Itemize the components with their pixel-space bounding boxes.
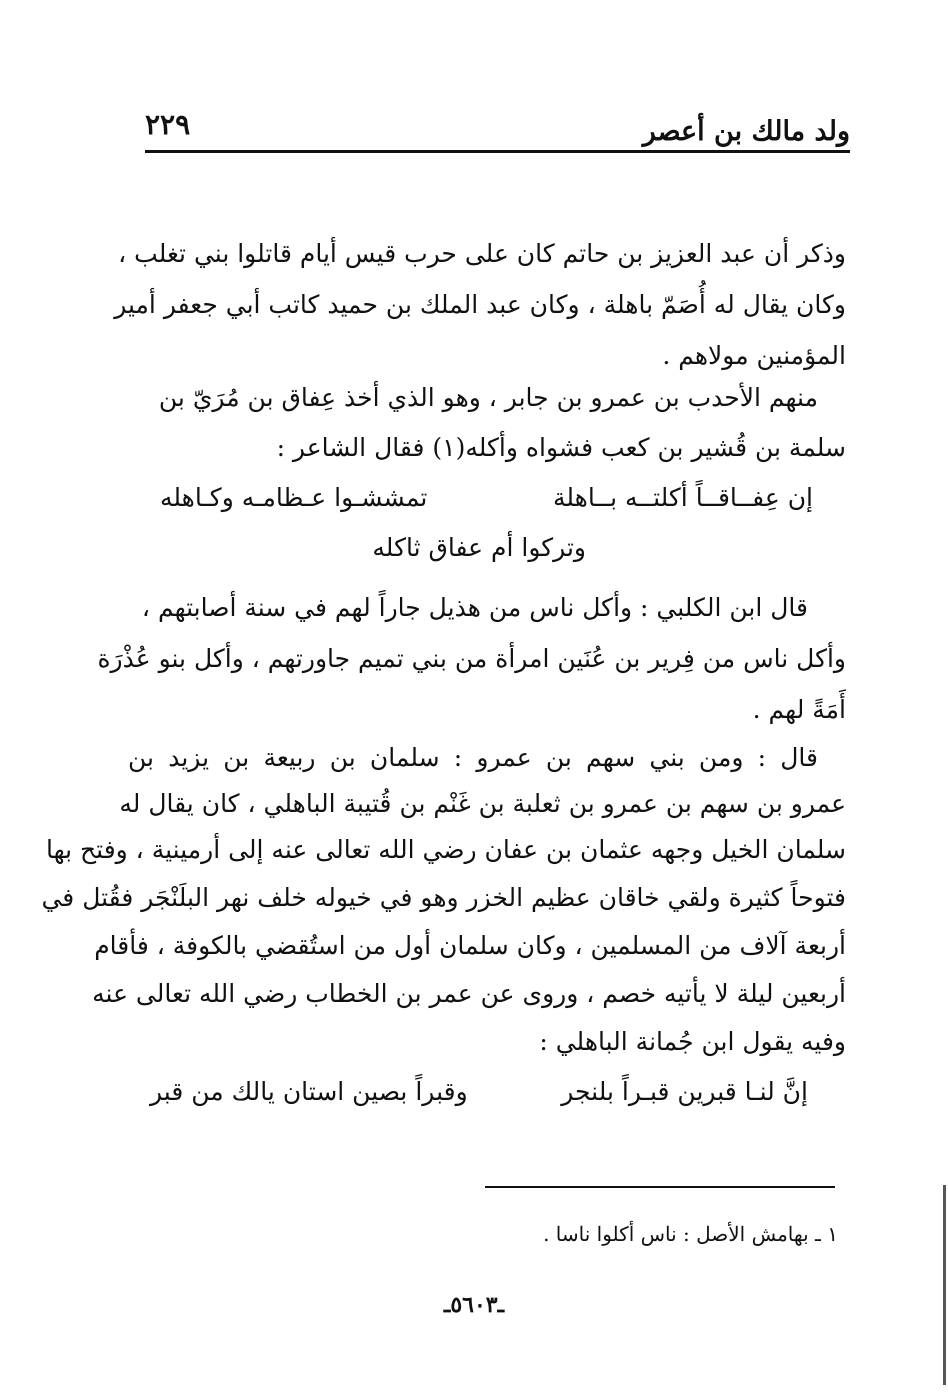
footnote-rule <box>485 1186 835 1188</box>
text-line: منهم الأحدب بن عمرو بن جابر ، وهو الذي أخذ عِفاق بن مُرَيّ بن <box>158 383 818 412</box>
text-line: سلمان الخيل وجهه عثمان بن عفان رضي الله تعالى عنه إلى أرمينية ، وفتح بها <box>45 835 846 864</box>
verse-hemistich: إنَّ لنـا قبرين قبـراً بلنجر <box>561 1077 808 1106</box>
footnote: ١ ـ بهامش الأصل : ناس أكلوا ناسا . <box>543 1222 838 1246</box>
text-line: فتوحاً كثيرة ولقي خاقان عظيم الخزر وهو في خيوله خلف نهر البلَنْجَر فقُتل في <box>41 883 846 912</box>
page-edge-shadow <box>943 1185 946 1385</box>
text-line: سلمة بن قُشير بن كعب فشواه وأكله(١) فقال الشاعر : <box>276 433 846 462</box>
text-line: وفيه يقول ابن جُمانة الباهلي : <box>539 1027 846 1056</box>
verse-hemistich: إن عِفــاقــاً أكلتــه بــاهلة <box>553 483 813 512</box>
text-line: وكان يقال له أُصَمّ باهلة ، وكان عبد الملك بن حميد كاتب أبي جعفر أمير <box>114 290 846 319</box>
text-line: عمرو بن سهم بن عمرو بن ثعلبة بن غَنْم بن قُتيبة الباهلي ، كان يقال له <box>119 789 846 818</box>
text-line: أَمَةً لهم . <box>752 695 846 724</box>
header-rule <box>145 150 850 153</box>
bottom-page-number: ـ٥٦٠٣ـ <box>443 1292 505 1318</box>
text-line: أربعة آلاف من المسلمين ، وكان سلمان أول من استُقضي بالكوفة ، فأقام <box>94 931 846 960</box>
text-line: وأكل ناس من فِرير بن عُنَين امرأة من بني تميم جاورتهم ، وأكل بنو عُذْرَة <box>97 644 846 673</box>
verse-line: وتركوا أم عفاق ثاكله <box>372 533 586 562</box>
text-line: قال : ومن بني سهم بن عمرو : سلمان بن ربيعة بن يزيد بن <box>128 743 818 772</box>
verse-hemistich: تمششـوا عـظامـه وكـاهله <box>160 483 428 512</box>
running-title: ولد مالك بن أعصر <box>642 116 850 147</box>
text-line: قال ابن الكلبي : وأكل ناس من هذيل جاراً لهم في سنة أصابتهم ، <box>141 593 808 622</box>
text-line: المؤمنين مولاهم . <box>662 341 846 370</box>
text-line: أربعين ليلة لا يأتيه خصم ، وروى عن عمر بن الخطاب رضي الله تعالى عنه <box>92 979 846 1008</box>
text-line: وذكر أن عبد العزيز بن حاتم كان على حرب قيس أيام قاتلوا بني تغلب ، <box>118 239 846 268</box>
page-number: ٢٢٩ <box>145 108 191 141</box>
page-header <box>145 108 850 150</box>
verse-hemistich: وقبراً بصين استان يالك من قبر <box>150 1077 468 1106</box>
